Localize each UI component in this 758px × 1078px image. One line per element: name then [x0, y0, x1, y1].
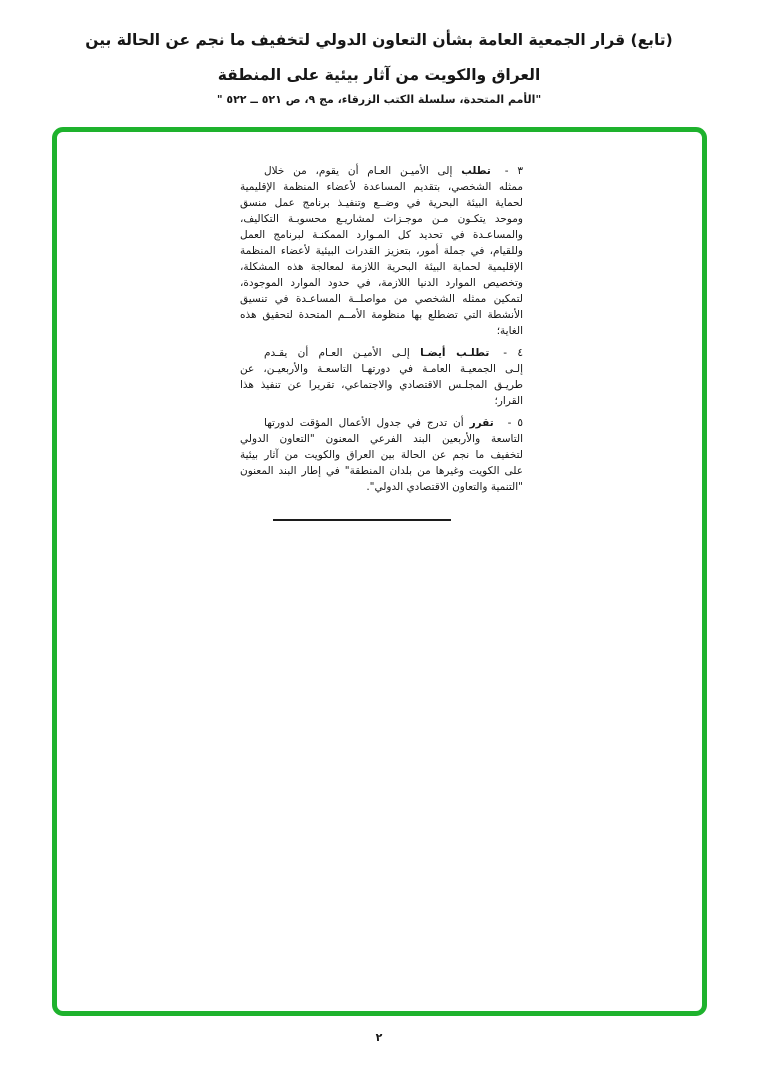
paragraph-line: [240, 345, 523, 361]
paragraph-line: [240, 163, 523, 179]
paragraph-marker: ٥ -: [507, 417, 523, 429]
paragraph-line: الغاية؛: [496, 325, 523, 337]
paragraph-line: وتخصيص الموارد الدنيا اللازمة، في حدود الموارد الموجودة،: [240, 277, 523, 289]
paragraph-3: [240, 163, 523, 339]
operative-verb: تقرر: [469, 417, 494, 429]
operative-verb: تطلـب أيضـا: [420, 347, 490, 359]
section-separator-rule: [273, 519, 451, 521]
paragraph-line: لتخفيف ما نجم عن الحالة بين العراق والكويت من آثار بيئية: [240, 449, 523, 461]
paragraph-line: التاسعة والأربعين البند الفرعي المعنون "التعاون الدولي: [240, 433, 523, 445]
page-number: ٢: [375, 1031, 383, 1044]
paragraph-line: والمساعـدة في تحديد كل المـوارد الممكنـة لبرنامج العمل: [240, 229, 523, 241]
paragraph-line: الإقليمية لحماية البيئة البحرية اللازمة لمعالجة هذه المشكلة،: [240, 261, 523, 273]
source-citation: "الأمم المتحدة، سلسلة الكتب الزرقاء، مج ٩، ص ٥٢١ ــ ٥٢٢ ": [216, 93, 542, 106]
operative-verb: تطلب: [461, 165, 491, 177]
paragraph-line: [240, 415, 523, 431]
paragraph-line: الأنشطة التي تضطلع بها منظومة الأمــم المتحدة لتحقيق هذه: [240, 309, 523, 321]
paragraph-4: [240, 345, 523, 409]
first-line-text: إلى الأميـن العـام أن يقوم، من خلال: [264, 165, 453, 177]
first-line-text: أن تدرج في جدول الأعمال المؤقت لدورتها: [264, 417, 464, 429]
resolution-text-column: [240, 163, 523, 495]
paragraph-line: "التنمية والتعاون الاقتصادي الدولي".: [366, 481, 523, 493]
first-line-text: إلـى الأميـن العـام أن يقـدم: [264, 347, 410, 359]
paragraph-5: [240, 415, 523, 495]
paragraph-line: على الكويت وغيرها من بلدان المنطقة" في إطار البند المعنون: [240, 465, 523, 477]
paragraph-line: القرار؛: [494, 395, 523, 407]
paragraph-line: طريـق المجلـس الاقتصادي والاجتماعي، تقريرا عن تنفيذ هذا: [240, 379, 523, 391]
resolution-title-line-2: العراق والكويت من آثار بيئية على المنطقة: [217, 66, 541, 84]
paragraph-line: وموحد يتكـون مـن موجـزات لمشاريـع محسوبـة التكاليف،: [240, 213, 523, 225]
paragraph-marker: ٤ -: [503, 347, 523, 359]
paragraph-line: لتمكين ممثله الشخصي من مواصلــة المساعـدة في تنسيق: [240, 293, 523, 305]
paragraph-line: ممثله الشخصي، بتقديم المساعدة لأعضاء المنظمة الإقليمية: [240, 181, 523, 193]
resolution-title-line-1: (تابع) قرار الجمعية العامة بشأن التعاون الدولي لتخفيف ما نجم عن الحالة بين: [85, 31, 673, 49]
paragraph-marker: ٣ -: [504, 165, 523, 177]
paragraph-line: لحماية البيئة البحرية في وضــع وتنفيـذ برنامج عمل منسق: [240, 197, 523, 209]
paragraph-line: إلـى الجمعيـة العامـة في دورتهـا التاسعـة والأربعيـن، عن: [240, 363, 523, 375]
paragraph-line: وللقيام، في جملة أمور، بتعزيز القدرات البيئية لأعضاء المنظمة: [240, 245, 523, 257]
